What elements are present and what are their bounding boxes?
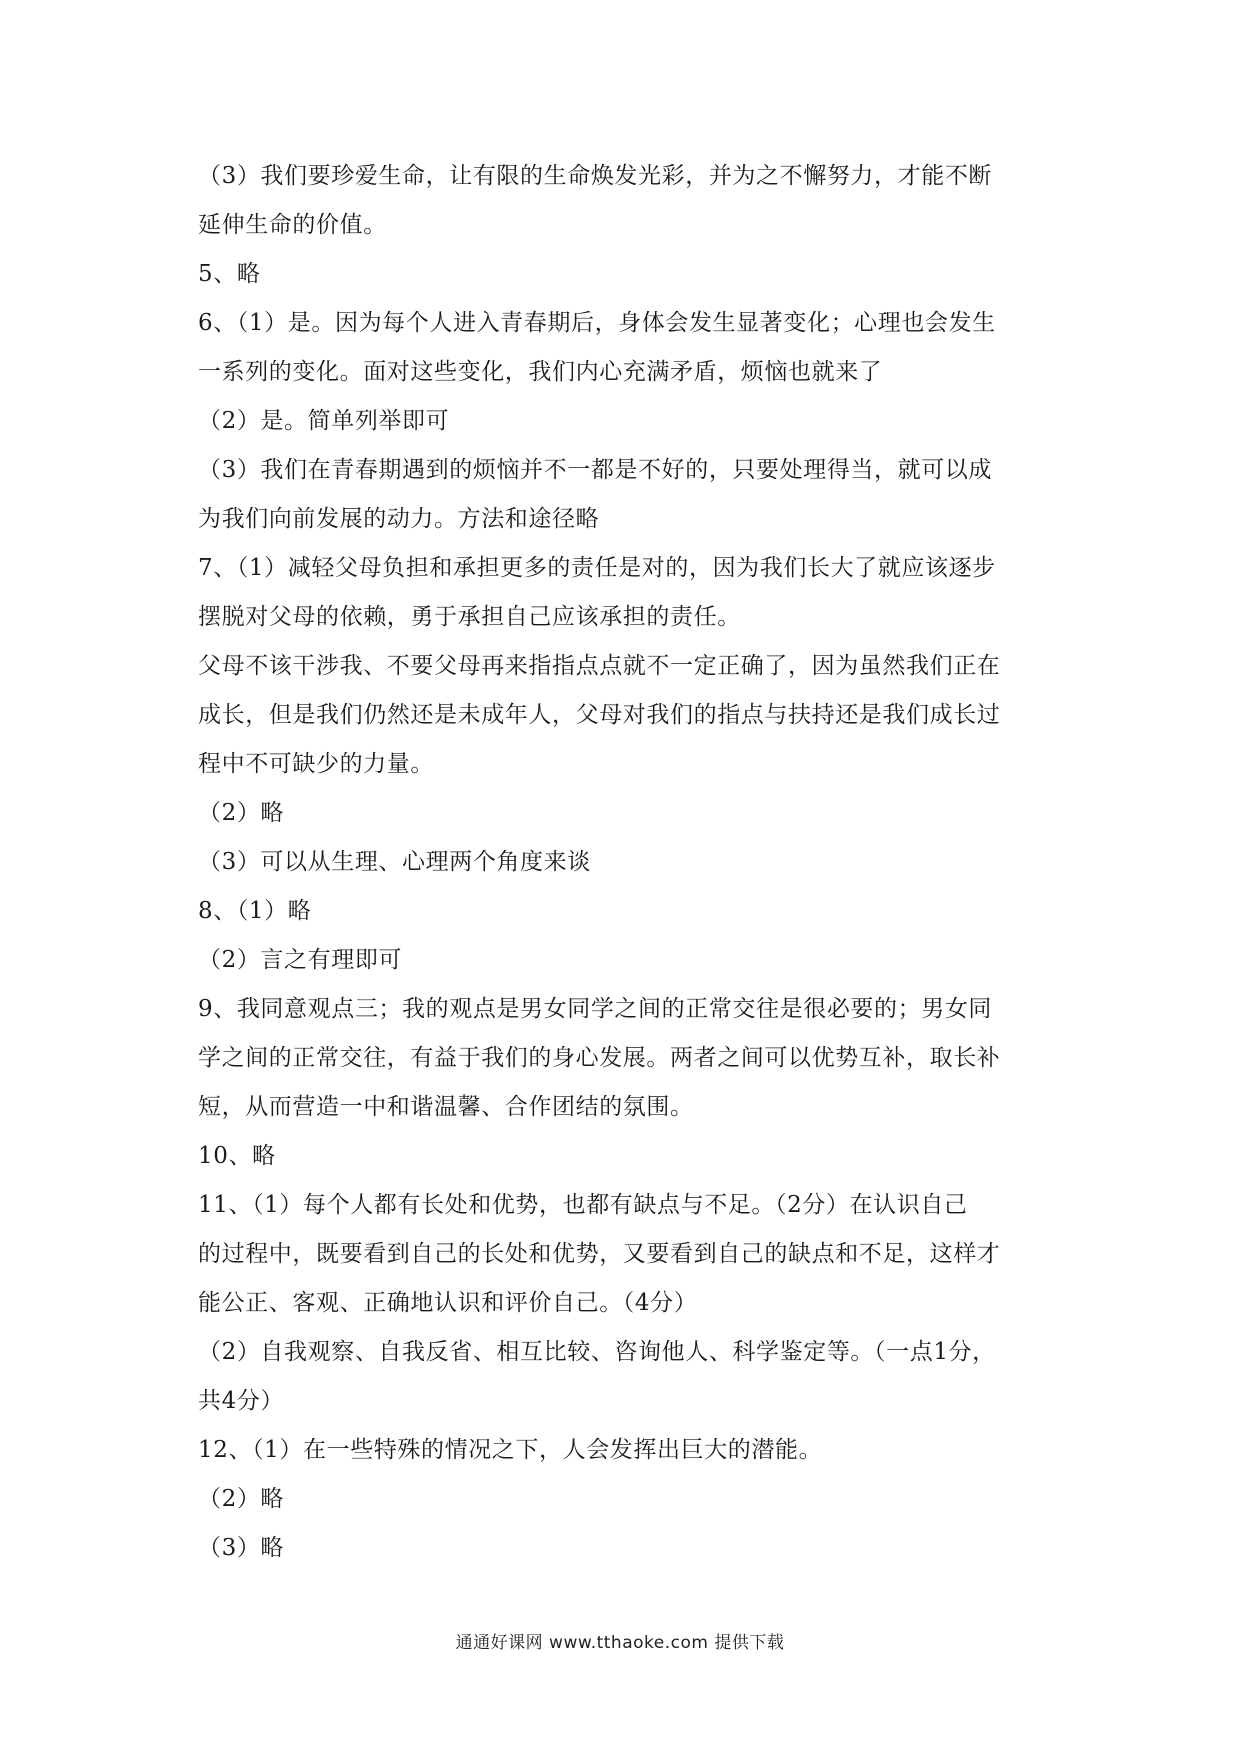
text-line: （2）言之有理即可 [198,947,403,973]
text-line: 7、（1）减轻父母负担和承担更多的责任是对的，因为我们长大了就应该逐步 [198,555,996,581]
text-line: 能公正、客观、正确地认识和评价自己。（4分） [198,1290,698,1316]
text-line: 9、我同意观点三；我的观点是男女同学之间的正常交往是很必要的；男女同 [198,996,993,1022]
text-line: 11、（1）每个人都有长处和优势，也都有缺点与不足。（2分）在认识自己 [198,1192,968,1218]
text-line: 8、（1）略 [198,898,312,924]
text-line: （3）我们在青春期遇到的烦恼并不一都是不好的，只要处理得当，就可以成 [198,457,993,483]
text-line: （2）略 [198,1486,285,1512]
text-line: （2）略 [198,800,285,826]
text-line: 共4分） [198,1388,285,1414]
text-line: 延伸生命的价值。 [198,212,387,238]
text-line: 12、（1）在一些特殊的情况之下，人会发挥出巨大的潜能。 [198,1437,823,1463]
text-line: 6、（1）是。因为每个人进入青春期后，身体会发生显著变化；心理也会发生 [198,310,996,336]
text-line: 一系列的变化。面对这些变化，我们内心充满矛盾，烦恼也就来了 [198,359,883,385]
text-line: （3）略 [198,1535,285,1561]
text-line: （2）自我观察、自我反省、相互比较、咨询他人、科学鉴定等。（一点1分， [198,1339,996,1365]
text-line: 摆脱对父母的依赖，勇于承担自己应该承担的责任。 [198,604,741,630]
text-line: 父母不该干涉我、不要父母再来指指点点就不一定正确了，因为虽然我们正在 [198,653,1001,679]
text-line: 10、略 [198,1143,276,1169]
text-line: 短，从而营造一中和谐温馨、合作团结的氛围。 [198,1094,694,1120]
answer-text-body [198,152,1058,1573]
page-footer: 通通好课网 www.tthaoke.com 提供下载 [455,1633,785,1653]
text-line: 的过程中，既要看到自己的长处和优势，又要看到自己的缺点和不足，这样才 [198,1241,1001,1267]
text-line: 学之间的正常交往，有益于我们的身心发展。两者之间可以优势互补，取长补 [198,1045,1001,1071]
text-line: 为我们向前发展的动力。方法和途径略 [198,506,600,532]
text-line: （3）我们要珍爱生命，让有限的生命焕发光彩，并为之不懈努力，才能不断 [198,163,993,189]
text-line: 程中不可缺少的力量。 [198,751,434,777]
text-line: （3）可以从生理、心理两个角度来谈 [198,849,591,875]
text-line: 5、略 [198,261,261,287]
text-line: 成长，但是我们仍然还是未成年人，父母对我们的指点与扶持还是我们成长过 [198,702,1001,728]
text-line: （2）是。简单列举即可 [198,408,450,434]
